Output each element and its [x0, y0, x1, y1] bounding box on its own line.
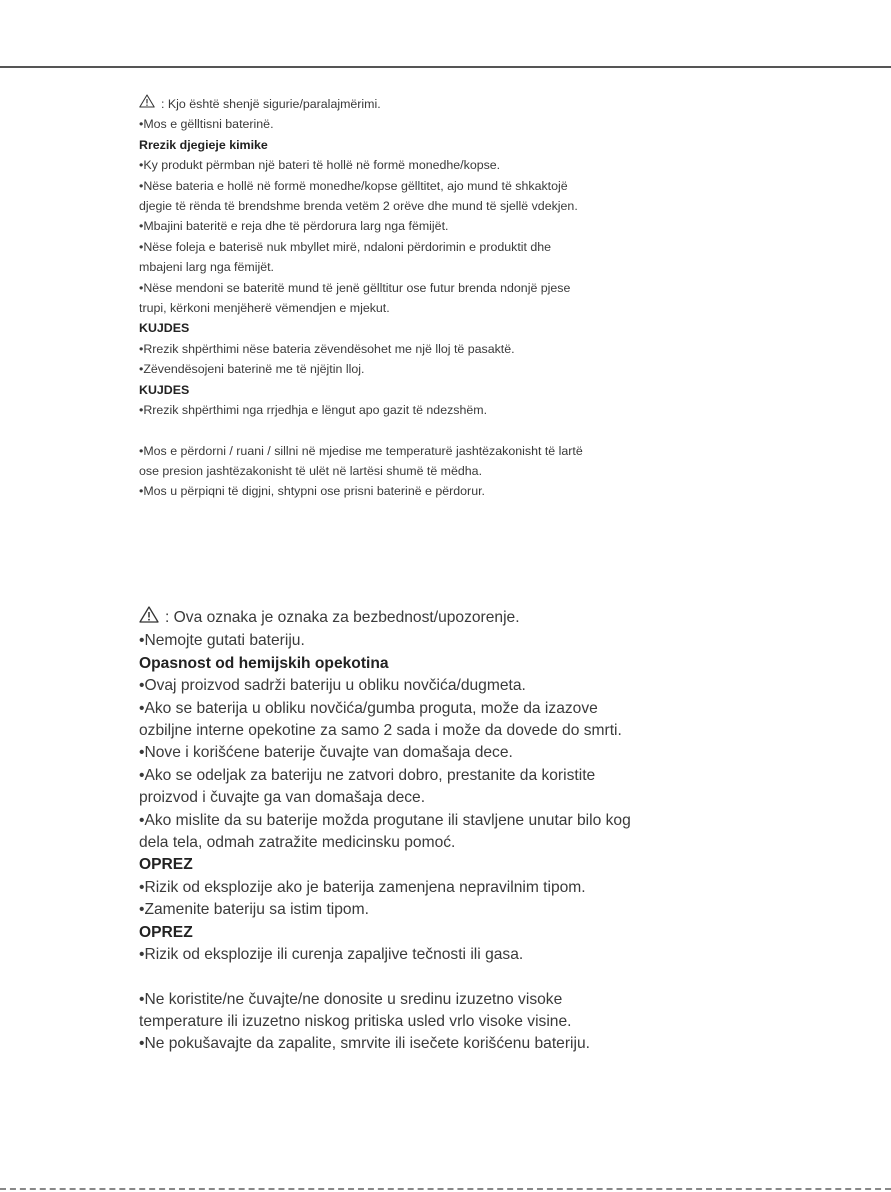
- text-line: •Nove i korišćene baterije čuvajte van domašaja dece.: [139, 744, 513, 762]
- spacer: [139, 967, 739, 989]
- warning-triangle-icon: [139, 606, 159, 630]
- text-line: •Nëse foleja e baterisë nuk mbyllet mirë, ndaloni përdorimin e produktit dhe: [139, 239, 552, 254]
- warning-line-text: : Kjo është shenjë sigurie/paralajmërimi.: [161, 97, 381, 111]
- text-line: •Mbajini bateritë e reja dhe të përdorura larg nga fëmijët.: [139, 219, 449, 234]
- albanian-safety-section: [139, 94, 739, 502]
- warning-line-text: : Ova oznaka je oznaka za bezbednost/upozorenje.: [165, 609, 520, 626]
- text-line: •Ovaj proizvod sadrži bateriju u obliku novčića/dugmeta.: [139, 677, 526, 695]
- warning-line: [139, 94, 739, 114]
- text-line: •Rizik od eksplozije ili curenja zapaljive tečnosti ili gasa.: [139, 946, 524, 964]
- section-heading: KUJDES: [139, 321, 190, 336]
- header-rule: [0, 66, 891, 68]
- text-line: •Nemojte gutati bateriju.: [139, 632, 305, 650]
- text-line: ose presion jashtëzakonisht të ulët në lartësi shumë të mëdha.: [139, 463, 483, 478]
- text-line: dela tela, odmah zatražite medicinsku pomoć.: [139, 834, 456, 852]
- section-heading: Opasnost od hemijskih opekotina: [139, 654, 389, 672]
- text-line: •Rrezik shpërthimi nëse bateria zëvendësohet me një lloj të pasaktë.: [139, 341, 515, 356]
- text-line: •Ako mislite da su baterije možda progutane ili stavljene unutar bilo kog: [139, 811, 631, 829]
- serbian-safety-section: [139, 606, 739, 1056]
- text-line: mbajeni larg nga fëmijët.: [139, 260, 274, 275]
- section-heading: KUJDES: [139, 382, 190, 397]
- text-line: •Mos u përpiqni të digjni, shtypni ose prisni baterinë e përdorur.: [139, 484, 485, 499]
- text-line: •Rrezik shpërthimi nga rrjedhja e lëngut apo gazit të ndezshëm.: [139, 403, 488, 418]
- section-heading: OPREZ: [139, 923, 193, 941]
- text-line: •Ne koristite/ne čuvajte/ne donosite u sredinu izuzetno visoke: [139, 990, 563, 1008]
- section-heading: OPREZ: [139, 856, 193, 874]
- text-line: temperature ili izuzetno niskog pritiska usled vrlo visoke visine.: [139, 1012, 572, 1030]
- text-line: •Ne pokušavajte da zapalite, smrvite ili isečete korišćenu bateriju.: [139, 1035, 590, 1053]
- warning-triangle-icon: [139, 94, 155, 114]
- text-line: •Zëvendësojeni baterinë me të njëjtin lloj.: [139, 362, 365, 377]
- text-line: •Mos e përdorni / ruani / sillni në mjedise me temperaturë jashtëzakonisht të lartë: [139, 443, 583, 458]
- section-heading: Rrezik djegieje kimike: [139, 137, 268, 152]
- text-line: •Ako se odeljak za bateriju ne zatvori dobro, prestanite da koristite: [139, 766, 596, 784]
- text-line: •Nëse mendoni se bateritë mund të jenë gëlltitur ose futur brenda ndonjë pjese: [139, 280, 571, 295]
- text-line: •Ako se baterija u obliku novčića/gumba proguta, može da izazove: [139, 699, 598, 717]
- spacer: [139, 421, 739, 441]
- footer-rule: [0, 1188, 891, 1190]
- text-line: trupi, kërkoni menjëherë vëmendjen e mjekut.: [139, 301, 390, 316]
- text-line: djegie të rënda të brendshme brenda vetëm 2 orëve dhe mund të sjellë vdekjen.: [139, 199, 578, 214]
- text-line: •Zamenite bateriju sa istim tipom.: [139, 901, 369, 919]
- text-line: proizvod i čuvajte ga van domašaja dece.: [139, 789, 426, 807]
- text-line: •Ky produkt përmban një bateri të hollë në formë monedhe/kopse.: [139, 158, 501, 173]
- text-line: •Nëse bateria e hollë në formë monedhe/kopse gëlltitet, ajo mund të shkaktojë: [139, 178, 568, 193]
- text-line: •Rizik od eksplozije ako je baterija zamenjena nepravilnim tipom.: [139, 878, 586, 896]
- text-line: •Mos e gëlltisni baterinë.: [139, 117, 274, 132]
- text-line: ozbiljne interne opekotine za samo 2 sada i može da dovede do smrti.: [139, 722, 622, 740]
- warning-line: [139, 606, 739, 630]
